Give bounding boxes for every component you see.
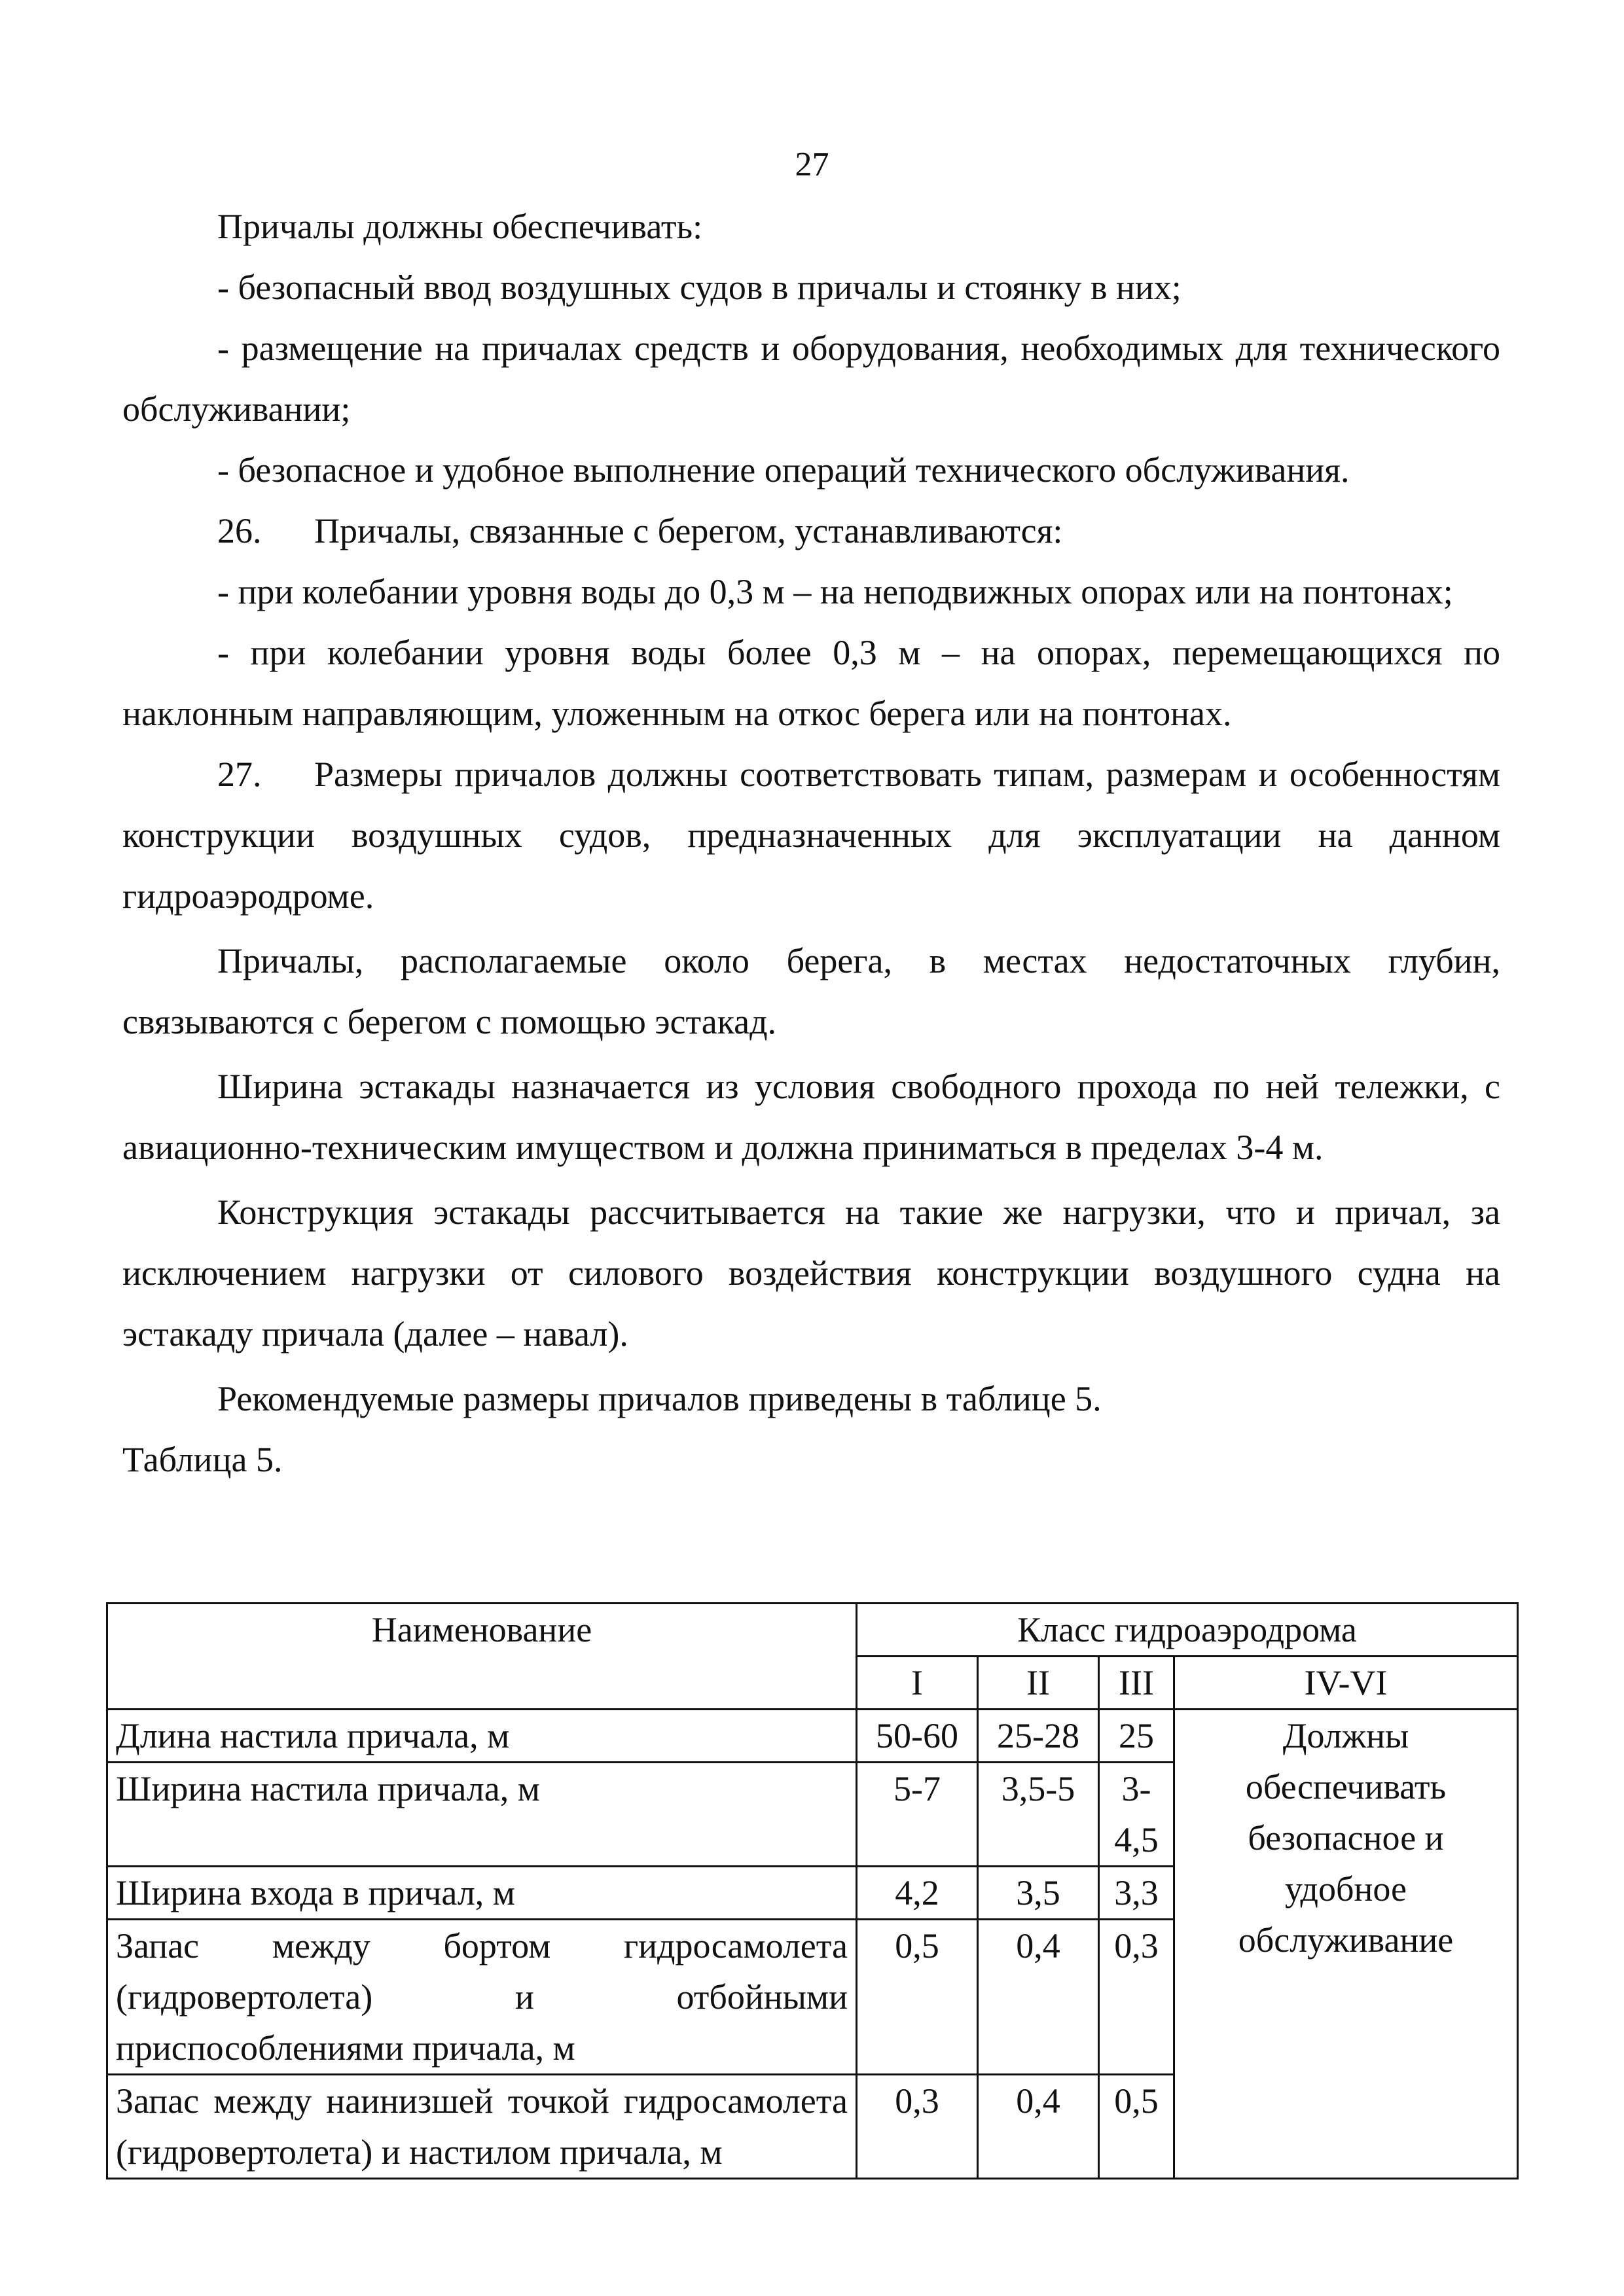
list-item: - при колебании уровня воды более 0,3 м – на опорах, перемещающихся по наклонным направляющим, уложенным на откос берега или на понтонах. — [122, 633, 1500, 733]
cell-value: 3,5-5 — [978, 1763, 1099, 1867]
cell-value: 25 — [1099, 1710, 1174, 1763]
paragraph: Ширина эстакады назначается из условия свободного прохода по ней тележки, с авиационно-техническим имуществом и должна приниматься в пределах 3-4 м. — [122, 1067, 1500, 1167]
cell-value: 0,3 — [857, 2075, 978, 2179]
cell-value: 0,4 — [978, 1920, 1099, 2075]
class-header-ii: II — [978, 1657, 1099, 1710]
class-header-i: I — [857, 1657, 978, 1710]
class-header-iv-vi: IV-VI — [1174, 1657, 1518, 1710]
item-text: Причалы, связанные с берегом, устанавливаются: — [314, 511, 1063, 550]
berth-dimensions-table — [106, 1602, 1519, 2179]
numbered-item-26 — [122, 501, 1500, 562]
numbered-item-27 — [122, 744, 1500, 927]
row-name-line: (гидровертолета) и отбойными — [116, 1977, 848, 2017]
cell-value: 50-60 — [857, 1710, 978, 1763]
list-item: - безопасный ввод воздушных судов в причалы и стоянку в них; — [217, 268, 1182, 307]
body-text — [122, 196, 1500, 1490]
cell-value: 0,5 — [1099, 2075, 1174, 2179]
paragraph: Причалы, располагаемые около берега, в местах недостаточных глубин, связываются с берегом с помощью эстакад. — [122, 941, 1500, 1041]
cell-value: 5-7 — [857, 1763, 978, 1867]
row-name: Запас между наинизшей точкой гидросамолета (гидровертолета) и настилом причала, м — [107, 2075, 857, 2179]
cell-value: 0,5 — [857, 1920, 978, 2075]
cell-value: 3,5 — [978, 1867, 1099, 1920]
class-header-iii: III — [1099, 1657, 1174, 1710]
row-name: Ширина настила причала, м — [107, 1763, 857, 1867]
iv-vi-note: Должны обеспечивать безопасное и удобное обслуживание — [1174, 1710, 1518, 2179]
cell-value: 25-28 — [978, 1710, 1099, 1763]
item-text: Размеры причалов должны соответствовать типам, размерам и особенностям конструкции воздушных судов, предназначенных для эксплуатации на данном гидроаэродроме. — [122, 755, 1500, 916]
paragraph: Рекомендуемые размеры причалов приведены в таблице 5. — [217, 1379, 1102, 1418]
paragraph: Причалы должны обеспечивать: — [217, 207, 703, 246]
row-name: Ширина входа в причал, м — [107, 1867, 857, 1920]
cell-value: 4,2 — [857, 1867, 978, 1920]
paragraph: Конструкция эстакады рассчитывается на такие же нагрузки, что и причал, за исключением нагрузки от силового воздействия конструкции воздушного судна на эстакаду причала (далее – навал). — [122, 1193, 1500, 1354]
row-name: Длина настила причала, м — [107, 1710, 857, 1763]
row-name-line: приспособлениями причала, м — [116, 2028, 575, 2068]
table-caption: Таблица 5. — [122, 1440, 283, 1479]
header-class: Класс гидроаэродрома — [857, 1604, 1518, 1657]
list-item: - при колебании уровня воды до 0,3 м – на неподвижных опорах или на понтонах; — [217, 572, 1453, 611]
cell-value: 0,3 — [1099, 1920, 1174, 2075]
cell-value: 3,3 — [1099, 1867, 1174, 1920]
header-name: Наименование — [107, 1604, 857, 1710]
list-item: - безопасное и удобное выполнение операций технического обслуживания. — [217, 450, 1350, 490]
row-name-line: Запас между бортом гидросамолета — [116, 1926, 848, 1965]
item-number: 27. — [217, 755, 262, 794]
row-name — [107, 1920, 857, 2075]
table-row — [107, 1710, 1518, 1763]
list-item: - размещение на причалах средств и оборудования, необходимых для технического обслуживании; — [122, 329, 1500, 429]
cell-value: 0,4 — [978, 2075, 1099, 2179]
cell-value: 3-4,5 — [1099, 1763, 1174, 1867]
item-number: 26. — [217, 511, 262, 550]
table-header-row — [107, 1604, 1518, 1657]
page-number: 27 — [795, 146, 829, 183]
